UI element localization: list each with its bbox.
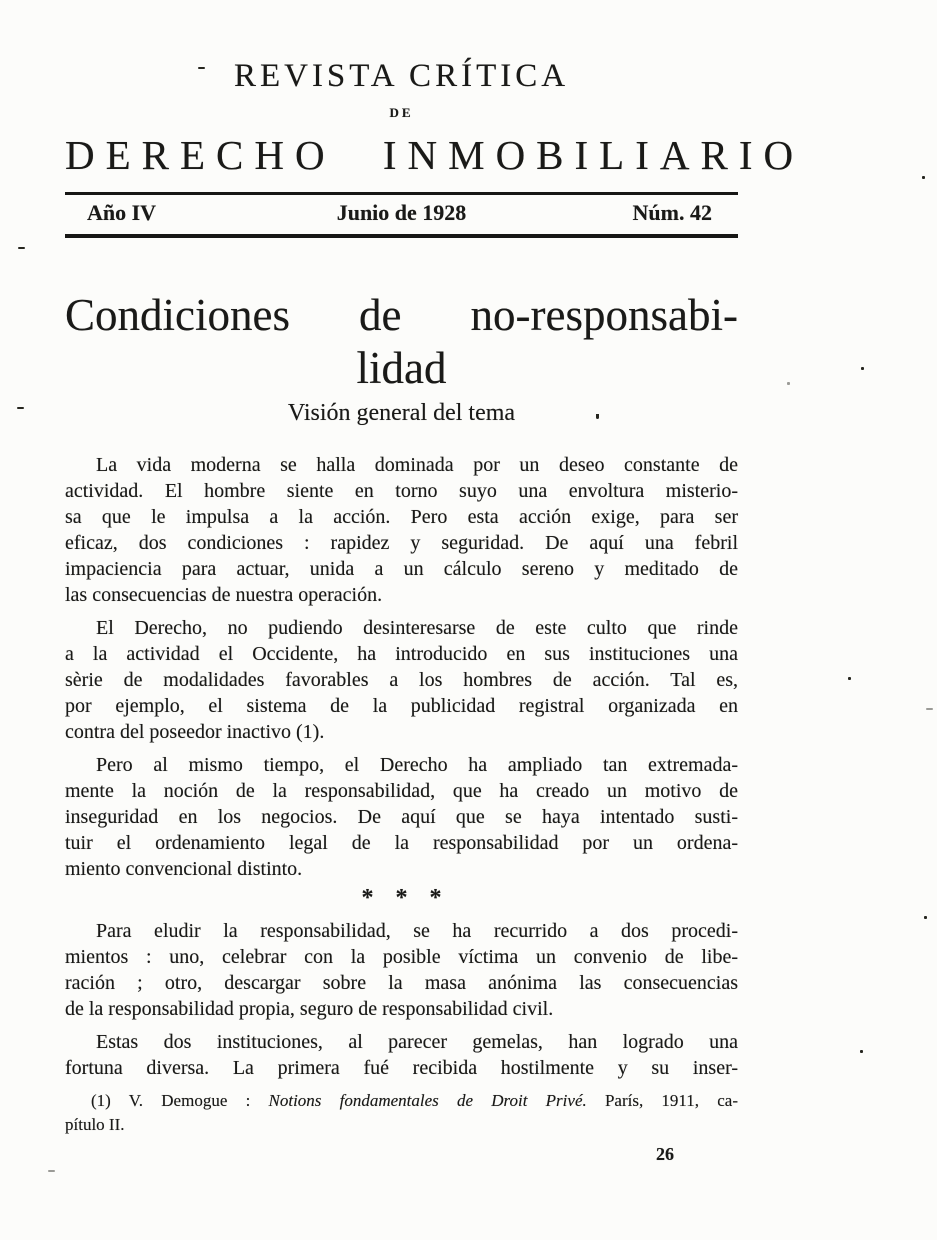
journal-title-main: DERECHO INMOBILIARIO <box>65 132 805 178</box>
body-line: sa que le impulsa a la acción. Pero esta acción exige, para ser <box>65 506 738 528</box>
body-line: actividad. El hombre siente en torno suyo una envoltura misterio- <box>65 480 738 502</box>
scan-speck <box>926 708 933 710</box>
article-title-line1: Condiciones de no-responsabi- <box>65 290 738 340</box>
journal-title-de: DE <box>389 105 414 120</box>
body-line: ración ; otro, descargar sobre la masa anónima las consecuencias <box>65 972 738 994</box>
body-line: por ejemplo, el sistema de la publicidad registral organizada en <box>65 695 738 717</box>
body-line: mientos : uno, celebrar con la posible víctima un convenio de libe- <box>65 946 738 968</box>
page-number: 26 <box>656 1144 674 1164</box>
footnote-line-2: pítulo II. <box>65 1115 125 1134</box>
article-title <box>65 289 738 395</box>
scan-speck <box>48 1170 55 1172</box>
scan-speck <box>922 176 925 179</box>
scan-speck <box>787 382 790 385</box>
body-line: de la responsabilidad propia, seguro de responsabilidad civil. <box>65 998 554 1020</box>
body-line: impaciencia para actuar, unida a un cálculo sereno y meditado de <box>65 558 738 580</box>
article-title-line2: lidad <box>356 343 447 393</box>
masthead <box>65 56 805 238</box>
body-line: a la actividad el Occidente, ha introducido en sus instituciones una <box>65 643 738 665</box>
scan-speck <box>860 1050 863 1053</box>
scan-speck <box>848 677 851 680</box>
body-line: Estas dos instituciones, al parecer gemelas, han logrado una <box>96 1031 738 1053</box>
body-line: mente la noción de la responsabilidad, que ha creado un motivo de <box>65 780 738 802</box>
paragraph-3 <box>65 752 738 882</box>
body-line: fortuna diversa. La primera fué recibida hostilmente y su inser- <box>65 1057 738 1079</box>
body-line: eficaz, dos condiciones : rapidez y seguridad. De aquí una febril <box>65 532 738 554</box>
issue-info-row <box>65 199 738 227</box>
body-line: La vida moderna se halla dominada por un deseo constante de <box>96 454 738 476</box>
body-line: Para eludir la responsabilidad, se ha recurrido a dos procedi- <box>96 920 738 942</box>
paragraph-2 <box>65 615 738 745</box>
scan-speck <box>861 367 864 370</box>
scan-speck <box>18 247 25 249</box>
footnote-marker: (1) V. Demogue : <box>91 1091 269 1110</box>
body-line: tuir el ordenamiento legal de la responsabilidad por un ordena- <box>65 832 738 854</box>
article-subtitle: Visión general del tema <box>287 400 516 426</box>
masthead-rule-bottom <box>65 234 738 238</box>
date-label: Junio de 1928 <box>336 200 467 225</box>
paragraph-1 <box>65 452 738 608</box>
journal-title-top: REVISTA CRÍTICA <box>233 58 570 94</box>
paragraph-4 <box>65 918 738 1022</box>
scan-speck <box>596 414 599 419</box>
body-line: las consecuencias de nuestra operación. <box>65 584 383 606</box>
footnote-tail: París, 1911, ca- <box>586 1091 738 1110</box>
volume-label: Año IV <box>87 200 157 225</box>
scan-speck <box>17 407 24 409</box>
paragraph-5 <box>65 1029 738 1081</box>
footnote-line-1 <box>65 1089 738 1113</box>
footnote <box>65 1089 738 1137</box>
scan-speck <box>198 67 205 69</box>
article-body <box>65 452 738 1081</box>
scan-speck <box>924 916 927 919</box>
body-line: contra del poseedor inactivo (1). <box>65 721 325 743</box>
body-line: El Derecho, no pudiendo desinteresarse de este culto que rinde <box>96 617 738 639</box>
footnote-cited-title: Notions fondamentales de Droit Privé. <box>268 1091 587 1110</box>
masthead-rule-top <box>65 192 738 195</box>
body-line: inseguridad en los negocios. De aquí que se haya intentado susti- <box>65 806 738 828</box>
text-column <box>65 0 805 1165</box>
issue-number-label: Núm. 42 <box>632 200 712 225</box>
section-separator-asterisks: * * * <box>361 885 442 911</box>
body-line: sèrie de modalidades favorables a los hombres de acción. Tal es, <box>65 669 738 691</box>
body-line: Pero al mismo tiempo, el Derecho ha ampliado tan extremada- <box>96 754 738 776</box>
body-line: miento convencional distinto. <box>65 858 303 880</box>
